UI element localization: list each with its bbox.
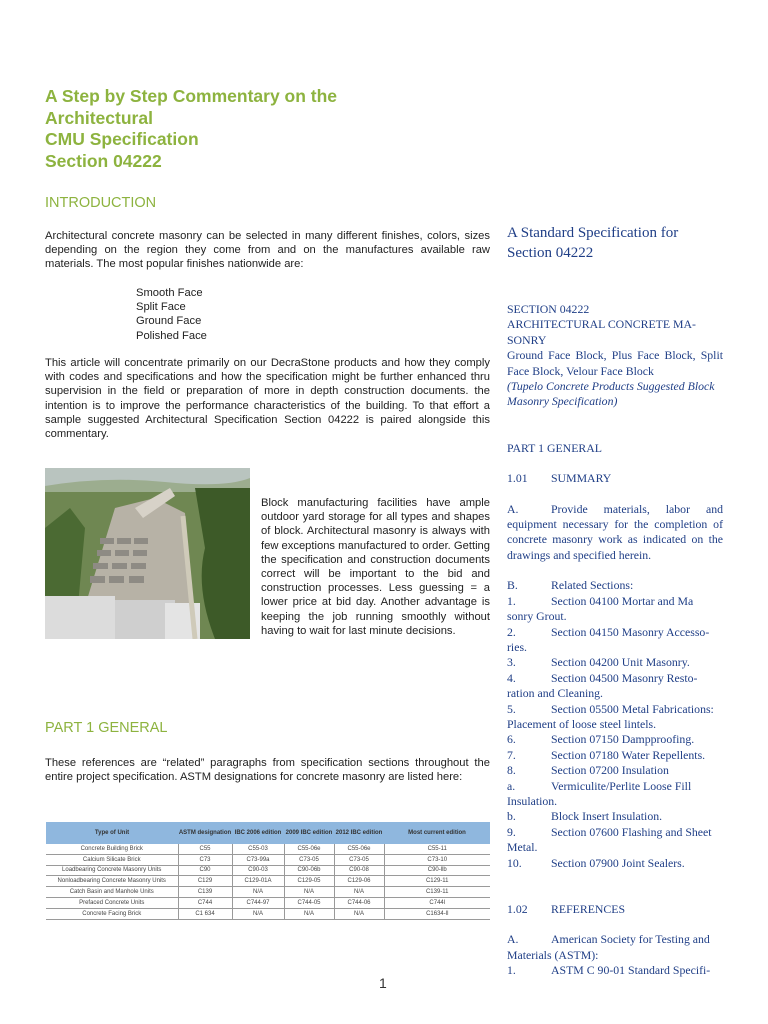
related-item [507, 671, 723, 686]
related-item [507, 625, 723, 640]
related-item-text: Section 04200 Unit Masonry. [551, 655, 690, 670]
related-item-number: 9. [507, 824, 516, 839]
summary-title: SUMMARY [551, 471, 612, 486]
table-row [46, 854, 490, 865]
summary-number: 1.01 [507, 471, 528, 486]
related-item-text: Section 07900 Joint Sealers. [551, 855, 685, 870]
table-cell: C55-06e [284, 844, 334, 854]
related-item [507, 825, 723, 840]
item-b-text: Related Sections: [551, 578, 634, 593]
related-item [507, 594, 723, 609]
table-cell: C129-11 [384, 876, 490, 887]
related-item [507, 655, 723, 670]
table-cell: Loadbearing Concrete Masonry Units [46, 865, 178, 876]
table-cell: Concrete Building Brick [46, 844, 178, 854]
table-cell: C129-01A [232, 876, 284, 887]
table-cell: N/A [232, 908, 284, 919]
table-header: Type of Unit [46, 822, 178, 844]
table-cell: N/A [334, 908, 384, 919]
table-cell: C744 [178, 897, 232, 908]
table-cell: N/A [334, 887, 384, 898]
table-header: IBC 2006 edition [232, 822, 284, 844]
related-item-continued: sonry Grout. [507, 609, 567, 624]
item-b-label: B. [507, 578, 518, 593]
table-cell: C129 [178, 876, 232, 887]
astm-table [46, 822, 490, 920]
table-cell: N/A [284, 908, 334, 919]
related-item-text: Block Insert Insulation. [551, 809, 663, 824]
table-row [46, 897, 490, 908]
page-number: 1 [379, 975, 387, 991]
reference-a-label: A. [507, 932, 519, 947]
block-types: Ground Face Block, Plus Face Block, Split Face Block, Velour Face Block [507, 348, 723, 378]
table-cell: C90-06b [284, 865, 334, 876]
arch-line: SONRY [507, 332, 547, 347]
table-cell: C744-06 [334, 897, 384, 908]
related-item-text: Vermiculite/Perlite Loose Fill [551, 778, 692, 793]
finish-item: Split Face [136, 301, 186, 314]
part1-heading: PART 1 GENERAL [45, 720, 168, 736]
spec-part1-heading: PART 1 GENERAL [507, 440, 602, 455]
intro-paragraph: Architectural concrete masonry can be selected in many different finishes, colors, sizes depending on the region they come from and on the manufactures available raw materials. The most popular finishes nationwide are: [45, 230, 490, 271]
table-cell: N/A [232, 887, 284, 898]
table-cell: C55-03 [232, 844, 284, 854]
table-row [46, 865, 490, 876]
finishes-list [136, 286, 207, 343]
related-item-text: Section 07200 Insulation [551, 763, 669, 778]
related-item [507, 732, 723, 747]
table-cell: Prefaced Concrete Units [46, 897, 178, 908]
related-item-number: 2. [507, 624, 516, 639]
table-cell: C73 [178, 854, 232, 865]
item-a [507, 502, 723, 564]
related-item-continued: Metal. [507, 840, 538, 855]
item-a-text: Provide materials, labor and equipment necessary for the completion of concrete masonry work as indicated on the drawings and specified herein. [507, 501, 723, 562]
summary-heading [507, 471, 723, 486]
related-item-number: 3. [507, 655, 516, 670]
table-cell: Catch Basin and Manhole Units [46, 887, 178, 898]
table-header-row [46, 822, 490, 844]
table-header: Most current edition [384, 822, 490, 844]
reference-item-text: ASTM C 90-01 Standard Specifi- [551, 963, 711, 978]
related-item [507, 779, 723, 794]
title-line: A Step by Step Commentary on the [45, 86, 338, 106]
related-item [507, 809, 723, 824]
table-cell: C90-03 [232, 865, 284, 876]
table-cell: C744-05 [284, 897, 334, 908]
table-row [46, 887, 490, 898]
section-line: SECTION 04222 [507, 302, 590, 316]
table-cell: C73-05 [284, 854, 334, 865]
related-item-continued: Insulation. [507, 793, 558, 808]
reference-item-number: 1. [507, 963, 516, 978]
related-item-text: Section 07180 Water Repellents. [551, 747, 706, 762]
table-cell: C90-llb [384, 865, 490, 876]
related-item-continued: ries. [507, 639, 527, 654]
related-item-number: 10. [507, 855, 522, 870]
table-cell: C55 [178, 844, 232, 854]
reference-a-continued: Materials (ASTM): [507, 947, 599, 962]
table-cell: N/A [284, 887, 334, 898]
table-row [46, 876, 490, 887]
aerial-facility-photo [45, 468, 250, 639]
reference-a-text: American Society for Testing and [551, 932, 710, 947]
reference-item [507, 963, 723, 978]
related-item-number: 1. [507, 593, 516, 608]
aerial-photo-illustration [45, 468, 250, 639]
finish-item: Polished Face [136, 329, 207, 342]
title-line: Section 04222 [45, 150, 162, 171]
related-item-continued: Placement of loose steel lintels. [507, 716, 657, 731]
title-line: CMU Specification [45, 129, 199, 149]
table-cell: C129-05 [284, 876, 334, 887]
finish-item: Ground Face [136, 315, 202, 328]
related-item-number: 8. [507, 763, 516, 778]
photo-caption: Block manufacturing facilities have ample outdoor yard storage for all types and shapes of block. Architectural masonry is always with few exceptions manufactured to order. Getting the specification and construction documents correct will be important to the bid and construction processes. Less guessing = a lower price at bid day. Another advantage is keeping the job running smoothly without having to wait for last minute decisions. [261, 497, 490, 637]
table-header: 2012 IBC edition [334, 822, 384, 844]
table-cell: C1 634 [178, 908, 232, 919]
related-item-text: Section 04500 Masonry Resto- [551, 670, 698, 685]
finish-item: Smooth Face [136, 287, 203, 299]
table-cell: C744-97 [232, 897, 284, 908]
table-header: ASTM designation [178, 822, 232, 844]
spec-title-line: Section 04222 [507, 244, 594, 261]
item-a-label: A. [507, 501, 519, 516]
table-cell: Nonloadbearing Concrete Masonry Units [46, 876, 178, 887]
table-cell: C139-11 [384, 887, 490, 898]
related-item [507, 748, 723, 763]
table-cell: Concrete Facing Brick [46, 908, 178, 919]
spec-title-line: A Standard Specification for [507, 225, 679, 241]
article-paragraph: This article will concentrate primarily on our DecraStone products and how they comply with codes and specifications and how the specification might be further enhanced thru supervision in the field or preparation of more in depth construction documents. the intention is to improve the performance characteristics of the building. To that effort a sample suggested Architectural Specification Section 04222 is paired alongside this commentary. [45, 357, 490, 441]
related-item-text: Section 07600 Flashing and Sheet [551, 824, 712, 839]
table-cell: C744l [384, 897, 490, 908]
related-item-number: 4. [507, 670, 516, 685]
references-number: 1.02 [507, 902, 528, 916]
spec-note: (Tupelo Concrete Products Suggested Block Masonry Specification) [507, 379, 715, 409]
table-row [46, 844, 490, 854]
related-item [507, 702, 723, 717]
introduction-heading: INTRODUCTION [45, 195, 157, 211]
related-item-text: Section 05500 Metal Fabrications: [551, 701, 714, 716]
related-item-number: 7. [507, 747, 516, 762]
references-title: REFERENCES [551, 902, 626, 916]
table-cell: C139 [178, 887, 232, 898]
specification-column [507, 224, 723, 979]
arch-line: ARCHITECTURAL CONCRETE MA- [507, 317, 696, 332]
table-cell: C1634-ll [384, 908, 490, 919]
title-line: Architectural [45, 107, 153, 128]
related-item-text: Section 07150 Dampproofing. [551, 732, 695, 747]
table-cell: C55-11 [384, 844, 490, 854]
related-item-text: Section 04150 Masonry Accesso- [551, 624, 710, 639]
reference-a [507, 932, 723, 947]
references-heading [507, 902, 723, 917]
table-cell: C73-99a [232, 854, 284, 865]
table-cell: C129-06 [334, 876, 384, 887]
table-cell: C73-05 [334, 854, 384, 865]
related-item-text: Section 04100 Mortar and Ma [551, 593, 694, 608]
related-item-number: a. [507, 778, 516, 793]
related-item [507, 763, 723, 778]
related-item-number: 5. [507, 701, 516, 716]
page-title [45, 86, 465, 172]
table-cell: C55-06e [334, 844, 384, 854]
table-cell: C90-08 [334, 865, 384, 876]
related-item [507, 856, 723, 871]
table-cell: C90 [178, 865, 232, 876]
item-b [507, 578, 723, 593]
table-cell: C73-10 [384, 854, 490, 865]
part1-paragraph: These references are “related” paragraphs from specification sections throughout the entire project specification. ASTM designations for concrete masonry are listed here: [45, 757, 490, 784]
related-item-continued: ration and Cleaning. [507, 686, 603, 701]
related-item-number: 6. [507, 732, 516, 747]
related-item-number: b. [507, 809, 516, 824]
table-header: 2009 IBC edition [284, 822, 334, 844]
table-row [46, 908, 490, 919]
table-cell: Calcium Silicate Brick [46, 854, 178, 865]
